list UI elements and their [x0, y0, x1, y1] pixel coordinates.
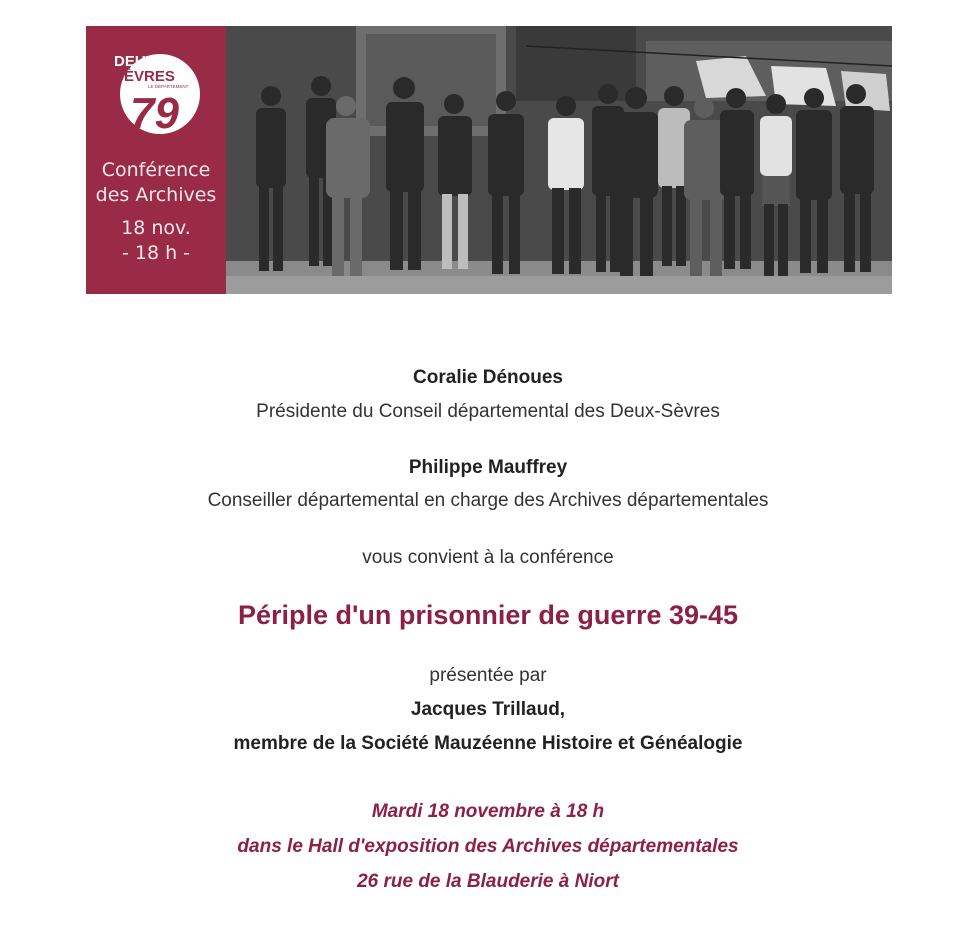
banner-conference	[86, 158, 226, 208]
host-2-name: Philippe Mauffrey	[408, 457, 568, 478]
event-place: dans le Hall d'exposition des Archives départementales	[237, 836, 739, 857]
logo-small: LE DÉPARTEMENT	[148, 84, 189, 89]
logo-line1: DEUX	[114, 53, 156, 70]
banner-date	[86, 216, 226, 266]
event-date: Mardi 18 novembre à 18 h	[371, 801, 605, 822]
invite-text: vous convient à la conférence	[362, 547, 614, 568]
speaker-affiliation: membre de la Société Mauzéenne Histoire et Généalogie	[233, 733, 743, 754]
host-1-role: Présidente du Conseil départemental des Deux-Sèvres	[256, 401, 720, 422]
banner-panel	[86, 26, 226, 294]
banner-date-line2: - 18 h -	[121, 242, 191, 264]
event-address: 26 rue de la Blauderie à Niort	[357, 871, 619, 892]
banner-date-line1: 18 nov.	[121, 217, 191, 239]
header-banner	[86, 26, 892, 294]
speaker-name: Jacques Trillaud,	[410, 699, 566, 720]
banner-conference-line2: des Archives	[95, 184, 217, 206]
deux-sevres-logo	[108, 42, 204, 138]
banner-conference-line1: Conférence	[101, 159, 211, 181]
conference-title: Périple d'un prisonnier de guerre 39-45	[237, 600, 739, 630]
host-2-role: Conseiller départemental en charge des Archives départementales	[207, 490, 769, 511]
historical-group-photo	[226, 26, 892, 294]
presented-by: présentée par	[429, 665, 547, 686]
logo-number: 79	[130, 89, 179, 138]
logo-line2: SÈVRES	[114, 68, 175, 85]
host-1-name: Coralie Dénoues	[413, 367, 563, 388]
